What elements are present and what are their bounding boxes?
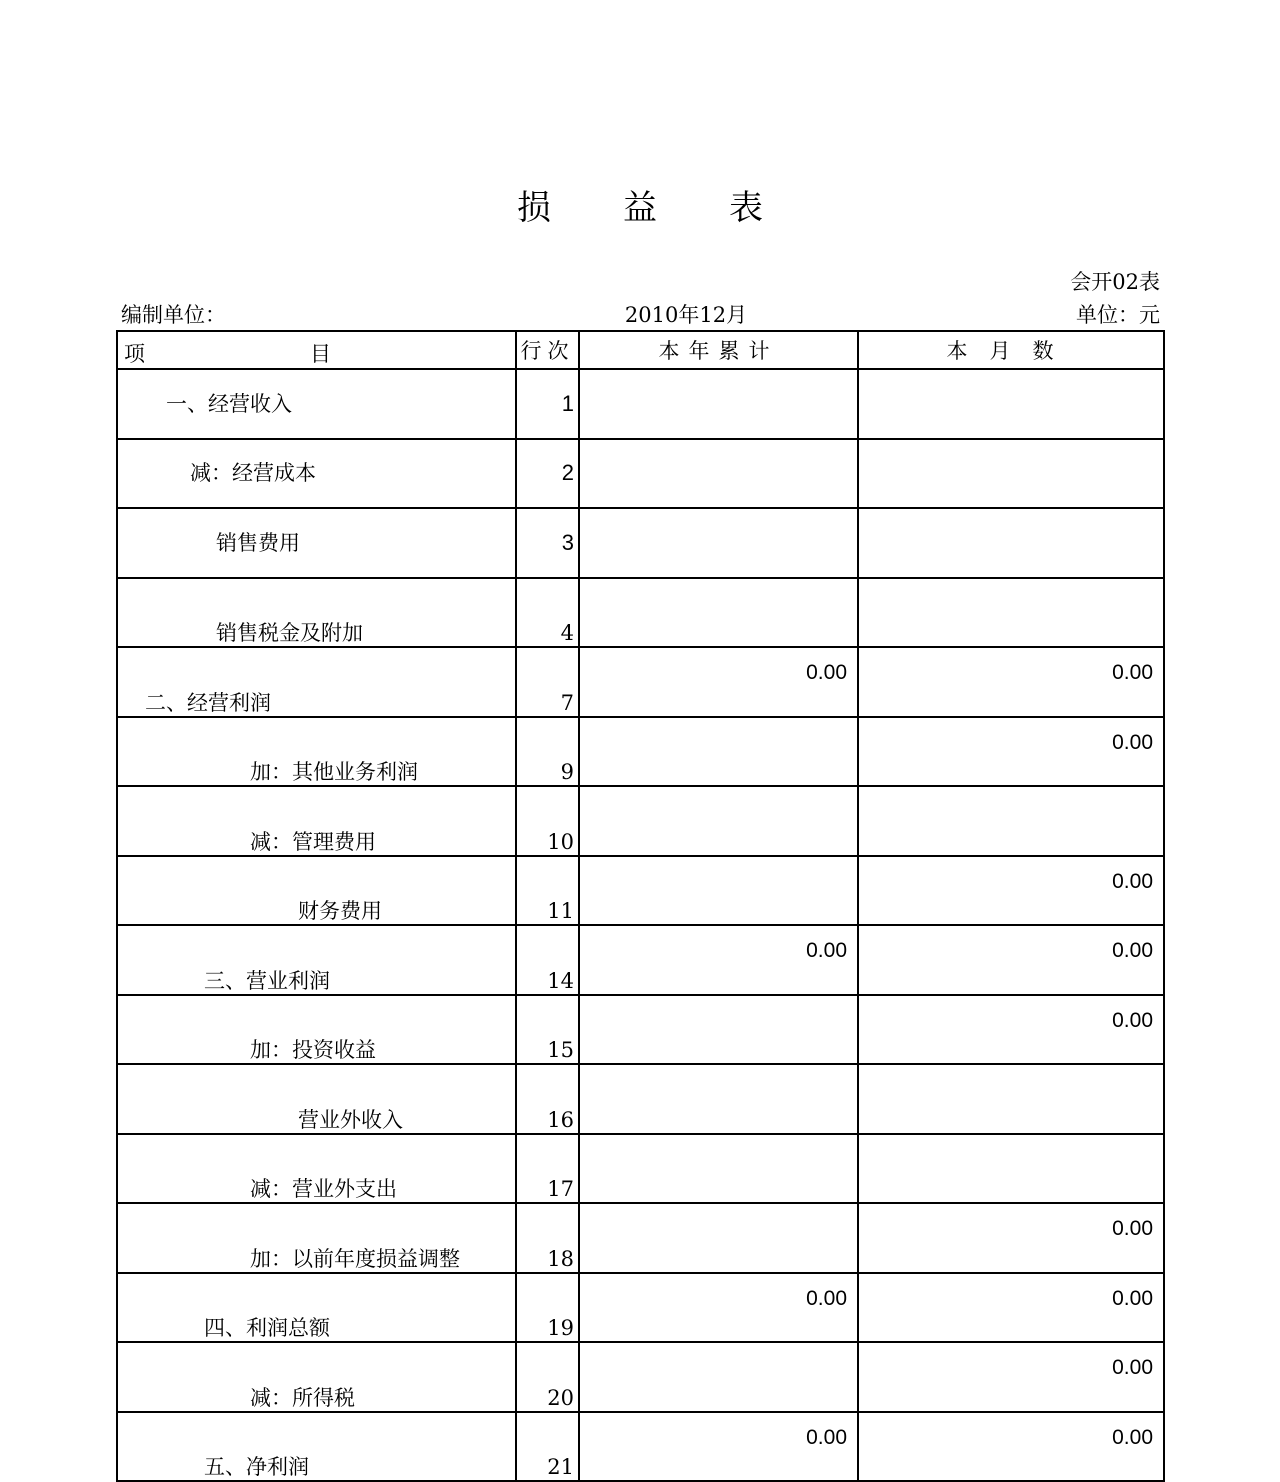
row-item-label: 销售费用 — [117, 508, 516, 578]
table-row — [117, 1412, 1164, 1482]
prepared-by-label: 编制单位： — [121, 303, 226, 327]
row-year-to-date-value[interactable] — [579, 1134, 858, 1204]
row-year-to-date-value[interactable] — [579, 508, 858, 578]
row-year-to-date-value[interactable] — [579, 995, 858, 1065]
header-item-b: 目 — [310, 342, 331, 366]
row-current-month-value[interactable] — [858, 786, 1164, 856]
table-row — [117, 925, 1164, 995]
row-item-label: 减：所得税 — [117, 1342, 516, 1412]
table-header-row — [117, 331, 1164, 369]
header-year-to-date: 本年累计 — [579, 331, 858, 369]
row-current-month-value[interactable]: 0.00 — [858, 647, 1164, 717]
row-current-month-value[interactable]: 0.00 — [858, 1273, 1164, 1343]
row-line-no: 19 — [516, 1273, 579, 1343]
header-line-no: 行次 — [516, 331, 579, 369]
row-item-label: 减：管理费用 — [117, 786, 516, 856]
row-line-no: 7 — [516, 647, 579, 717]
row-line-no: 20 — [516, 1342, 579, 1412]
row-current-month-value[interactable] — [858, 439, 1164, 509]
table-row — [117, 1064, 1164, 1134]
table-row — [117, 1203, 1164, 1273]
table-row — [117, 786, 1164, 856]
row-current-month-value[interactable] — [858, 1064, 1164, 1134]
row-current-month-value[interactable]: 0.00 — [858, 1342, 1164, 1412]
row-line-no: 1 — [516, 369, 579, 439]
row-line-no: 9 — [516, 717, 579, 787]
report-title — [0, 180, 1280, 229]
row-item-label: 营业外收入 — [117, 1064, 516, 1134]
row-line-no: 15 — [516, 995, 579, 1065]
row-year-to-date-value[interactable] — [579, 1203, 858, 1273]
row-item-label: 减：营业外支出 — [117, 1134, 516, 1204]
header-item — [117, 331, 516, 369]
row-line-no: 2 — [516, 439, 579, 509]
row-year-to-date-value[interactable] — [579, 786, 858, 856]
table-row — [117, 369, 1164, 439]
row-item-label: 减：经营成本 — [117, 439, 516, 509]
table-row — [117, 578, 1164, 648]
income-statement-table — [116, 330, 1165, 1482]
row-current-month-value[interactable]: 0.00 — [858, 1203, 1164, 1273]
row-current-month-value[interactable] — [858, 578, 1164, 648]
table-row — [117, 717, 1164, 787]
title-char: 损 — [517, 188, 551, 228]
row-current-month-value[interactable]: 0.00 — [858, 856, 1164, 926]
row-current-month-value[interactable]: 0.00 — [858, 1412, 1164, 1482]
row-item-label: 四、利润总额 — [117, 1273, 516, 1343]
row-line-no: 16 — [516, 1064, 579, 1134]
row-item-label: 加：投资收益 — [117, 995, 516, 1065]
row-year-to-date-value[interactable]: 0.00 — [579, 925, 858, 995]
row-year-to-date-value[interactable] — [579, 717, 858, 787]
table-row — [117, 1342, 1164, 1412]
row-year-to-date-value[interactable] — [579, 1342, 858, 1412]
row-current-month-value[interactable]: 0.00 — [858, 717, 1164, 787]
table-row — [117, 1273, 1164, 1343]
row-year-to-date-value[interactable] — [579, 1064, 858, 1134]
row-line-no: 4 — [516, 578, 579, 648]
table-row — [117, 1134, 1164, 1204]
row-line-no: 11 — [516, 856, 579, 926]
row-item-label: 五、净利润 — [117, 1412, 516, 1482]
row-current-month-value[interactable] — [858, 508, 1164, 578]
row-current-month-value[interactable] — [858, 1134, 1164, 1204]
row-line-no: 14 — [516, 925, 579, 995]
row-year-to-date-value[interactable] — [579, 369, 858, 439]
row-line-no: 21 — [516, 1412, 579, 1482]
table-row — [117, 508, 1164, 578]
table-row — [117, 856, 1164, 926]
report-period: 2010年12月 — [624, 303, 748, 327]
title-char: 益 — [623, 188, 657, 228]
row-line-no: 18 — [516, 1203, 579, 1273]
row-item-label: 三、营业利润 — [117, 925, 516, 995]
row-year-to-date-value[interactable]: 0.00 — [579, 1412, 858, 1482]
table-row — [117, 995, 1164, 1065]
row-line-no: 17 — [516, 1134, 579, 1204]
title-char: 表 — [729, 188, 763, 228]
row-current-month-value[interactable]: 0.00 — [858, 925, 1164, 995]
row-current-month-value[interactable]: 0.00 — [858, 995, 1164, 1065]
row-item-label: 加：其他业务利润 — [117, 717, 516, 787]
row-year-to-date-value[interactable]: 0.00 — [579, 1273, 858, 1343]
header-item-a: 项 — [124, 342, 145, 366]
row-line-no: 10 — [516, 786, 579, 856]
row-year-to-date-value[interactable] — [579, 439, 858, 509]
currency-unit: 单位：元 — [1076, 303, 1160, 327]
row-year-to-date-value[interactable] — [579, 856, 858, 926]
row-item-label: 一、经营收入 — [117, 369, 516, 439]
form-code: 会开02表 — [1070, 270, 1160, 294]
row-line-no: 3 — [516, 508, 579, 578]
row-item-label: 二、经营利润 — [117, 647, 516, 717]
row-item-label: 加：以前年度损益调整 — [117, 1203, 516, 1273]
row-year-to-date-value[interactable] — [579, 578, 858, 648]
row-year-to-date-value[interactable]: 0.00 — [579, 647, 858, 717]
table-row — [117, 439, 1164, 509]
header-current-month: 本月数 — [858, 331, 1164, 369]
table-row — [117, 647, 1164, 717]
row-current-month-value[interactable] — [858, 369, 1164, 439]
row-item-label: 销售税金及附加 — [117, 578, 516, 648]
row-item-label: 财务费用 — [117, 856, 516, 926]
